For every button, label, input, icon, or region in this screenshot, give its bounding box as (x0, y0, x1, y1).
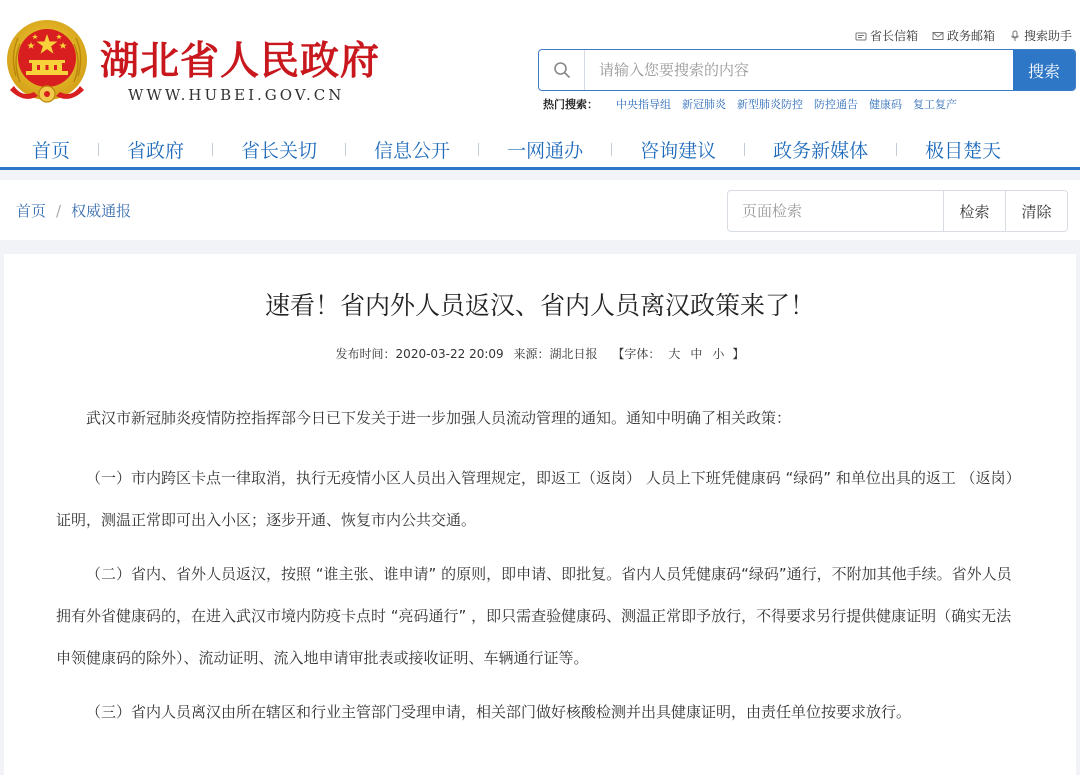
nav-divider (744, 143, 745, 156)
hot-search-label: 热门搜索： (543, 98, 598, 111)
microphone-icon (1009, 30, 1021, 42)
breadcrumb-separator: / (56, 201, 62, 220)
breadcrumb-current[interactable]: 权威通报 (71, 202, 132, 220)
font-size-close-bracket: 】 (732, 347, 745, 361)
site-domain: WWW.HUBEI.GOV.CN (128, 86, 345, 104)
search-icon (553, 61, 571, 79)
article-title: 速看！省内外人员返汉、省内人员离汉政策来了！ (264, 291, 815, 320)
search-help-link[interactable] (1009, 27, 1072, 44)
article-paragraph: （三）省内人员离汉由所在辖区和行业主管部门受理申请，相关部门做好核酸检测并出具健康证明，由责任单位按要求放行。 (86, 703, 912, 721)
top-utility-links (855, 27, 1072, 44)
gov-email-link[interactable] (932, 27, 995, 44)
nav-item-one-stop-service[interactable]: 一网通办 (507, 139, 584, 162)
nav-item-new-media[interactable]: 政务新媒体 (773, 139, 869, 162)
font-size-medium-button[interactable]: 中 (690, 347, 703, 361)
hot-search-item[interactable]: 新冠肺炎 (682, 98, 726, 111)
article-paragraph: （一）市内跨区卡点一律取消，执行无疫情小区人员出入管理规定，即返工（返岗） 人员上下班凭健康码 “绿码” 和单位出具的返工 （返岗）证明，测温正常即可出入小区；逐步开通、恢复市内公共交通。 (56, 469, 1021, 529)
nav-divider (896, 143, 897, 156)
nav-divider (611, 143, 612, 156)
page-search-box (727, 190, 1068, 232)
nav-item-info-disclosure[interactable]: 信息公开 (374, 139, 451, 162)
nav-item-governor-concerns[interactable]: 省长关切 (241, 139, 318, 162)
nav-item-jimu-chutian[interactable]: 极目楚天 (925, 139, 1002, 162)
hot-search-item[interactable]: 新型肺炎防控 (737, 98, 803, 111)
breadcrumb (16, 200, 131, 221)
site-search-box (538, 49, 1076, 91)
nav-divider (98, 143, 99, 156)
site-search-button[interactable]: 搜索 (1013, 50, 1075, 90)
envelope-icon (932, 30, 944, 42)
font-size-label: 【字体： (612, 347, 661, 361)
site-title[interactable]: 湖北省人民政府 (100, 39, 381, 84)
page-search-input[interactable] (728, 191, 943, 231)
hot-search-item[interactable]: 复工复产 (913, 98, 957, 111)
nav-divider (345, 143, 346, 156)
font-size-small-button[interactable]: 小 (712, 347, 725, 361)
breadcrumb-bar (0, 180, 1080, 240)
article-paragraph: 武汉市新冠肺炎疫情防控指挥部今日已下发关于进一步加强人员流动管理的通知。通知中明确了相关政策： (86, 409, 792, 427)
publish-time: 发布时间：2020-03-22 20:09 (335, 347, 504, 361)
hot-search-item[interactable]: 健康码 (869, 98, 902, 111)
nav-item-home[interactable]: 首页 (32, 139, 71, 162)
hot-search-bar (543, 96, 968, 112)
nav-item-provincial-gov[interactable]: 省政府 (127, 139, 185, 162)
search-help-label: 搜索助手 (1023, 29, 1072, 43)
main-nav (0, 128, 1080, 170)
search-icon-wrapper (539, 50, 585, 90)
font-size-large-button[interactable]: 大 (668, 347, 681, 361)
nav-divider (478, 143, 479, 156)
site-header (0, 0, 1080, 170)
gov-email-label: 政务邮箱 (946, 29, 995, 43)
national-emblem-icon (4, 16, 90, 108)
mailbox-icon (855, 30, 867, 42)
governor-mailbox-link[interactable] (855, 27, 918, 44)
site-search-input[interactable] (585, 50, 1013, 90)
hot-search-item[interactable]: 防控通告 (814, 98, 858, 111)
governor-mailbox-label: 省长信箱 (869, 29, 918, 43)
nav-underline (0, 167, 1080, 170)
hot-search-item[interactable]: 中央指导组 (616, 98, 671, 111)
article-paragraph: （二）省内、省外人员返汉，按照 “谁主张、谁申请” 的原则，即申请、即批复。省内人员凭健康码“绿码”通行，不附加其他手续。省外人员拥有外省健康码的，在进入武汉市境内防疫卡点时 “亮码通行” ，即只需查验健康码、测温正常即予放行，不得要求另行提供健康证明（确实无法申领健康码的除外）、流动证明、流入地申请审批表或接收证明、车辆通行证等。 (56, 565, 1012, 667)
article-source: 来源：湖北日报 (513, 347, 598, 361)
article (4, 254, 1076, 775)
article-meta (4, 345, 1076, 362)
page-search-button[interactable]: 检索 (943, 191, 1005, 231)
breadcrumb-home[interactable]: 首页 (16, 202, 47, 220)
nav-divider (212, 143, 213, 156)
nav-item-consultation[interactable]: 咨询建议 (640, 139, 717, 162)
page-clear-button[interactable]: 清除 (1005, 191, 1067, 231)
